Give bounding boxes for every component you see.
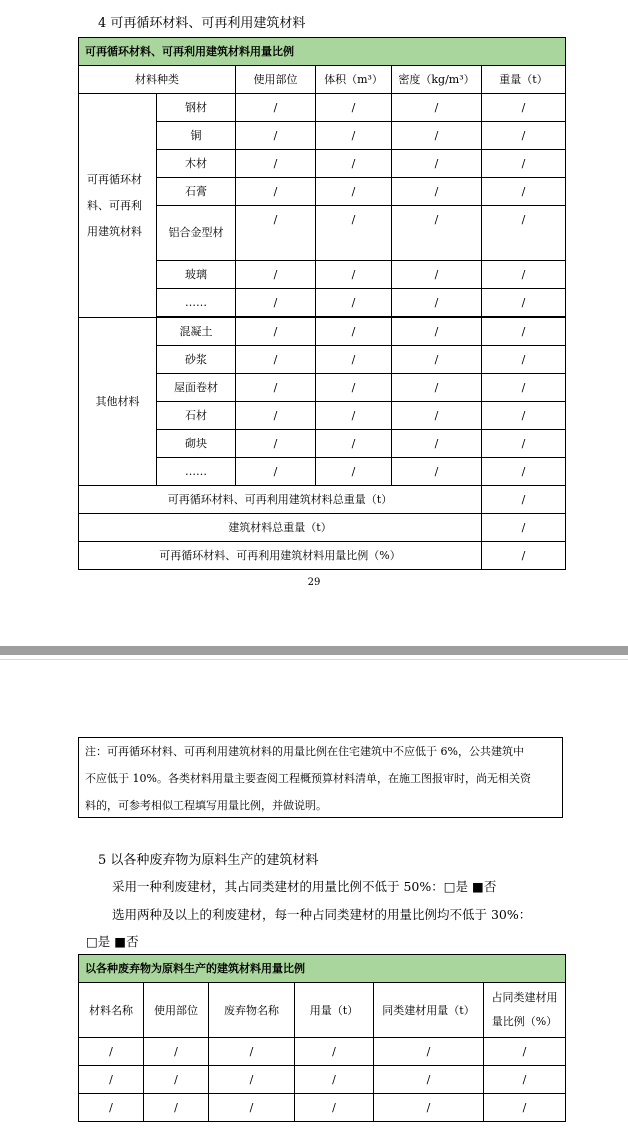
data-cell: / — [236, 318, 316, 346]
material-cell: 铝合金型材 — [157, 206, 236, 261]
note-line: 注：可再循环材料、可再利用建筑材料的用量比例在住宅建筑中不应低于 6%，公共建筑中 — [85, 745, 524, 758]
page-number: 29 — [307, 577, 321, 588]
data-cell: / — [236, 206, 316, 261]
table-title: 可再循环材料、可再利用建筑材料用量比例 — [79, 38, 566, 66]
data-cell: / — [482, 430, 566, 458]
group-label-recyclable: 可再循环材料、可再利用建筑材料 — [79, 94, 157, 318]
data-cell: / — [316, 458, 392, 486]
data-cell: / — [295, 1038, 374, 1066]
summary-total-weight-label: 建筑材料总重量（t） — [79, 514, 482, 542]
header-amount: 用量（t） — [295, 983, 374, 1038]
data-cell: / — [316, 374, 392, 402]
data-cell: / — [374, 1066, 484, 1094]
header-location: 使用部位 — [236, 66, 316, 94]
material-cell: …… — [157, 289, 236, 317]
section-heading-4: 4 可再循环材料、可再利用建筑材料 — [98, 16, 306, 31]
data-cell: / — [209, 1038, 295, 1066]
header-material-name: 材料名称 — [79, 983, 144, 1038]
data-cell: / — [392, 122, 482, 150]
material-cell: 玻璃 — [157, 261, 236, 289]
data-cell: / — [392, 150, 482, 178]
page-separator-line — [0, 659, 628, 660]
data-cell: / — [236, 122, 316, 150]
page-separator — [0, 646, 628, 655]
data-cell: / — [316, 94, 392, 122]
data-cell: / — [392, 346, 482, 374]
data-cell: / — [316, 402, 392, 430]
data-cell: / — [392, 430, 482, 458]
data-cell: / — [316, 346, 392, 374]
data-cell: / — [482, 178, 566, 206]
data-cell: / — [392, 94, 482, 122]
note-line: 料的，可参考相似工程填写用量比例，并做说明。 — [85, 799, 327, 812]
summary-ratio-label: 可再循环材料、可再利用建筑材料用量比例（%） — [79, 542, 482, 570]
data-cell: / — [484, 1066, 566, 1094]
data-cell: / — [484, 1038, 566, 1066]
data-cell: / — [144, 1094, 209, 1122]
summary-value: / — [482, 514, 566, 542]
data-cell: / — [392, 261, 482, 289]
data-cell: / — [236, 289, 316, 317]
data-cell: / — [144, 1038, 209, 1066]
data-cell: / — [482, 374, 566, 402]
material-cell: 砂浆 — [157, 346, 236, 374]
data-cell: / — [392, 458, 482, 486]
data-cell: / — [79, 1038, 144, 1066]
data-cell: / — [482, 206, 566, 261]
header-weight: 重量（t） — [482, 66, 566, 94]
data-cell: / — [295, 1066, 374, 1094]
data-cell: / — [316, 206, 392, 261]
data-cell: / — [484, 1094, 566, 1122]
data-cell: / — [392, 206, 482, 261]
material-cell: 石材 — [157, 402, 236, 430]
data-cell: / — [316, 122, 392, 150]
data-cell: / — [144, 1066, 209, 1094]
data-cell: / — [392, 402, 482, 430]
section-heading-5: 5 以各种废弃物为原料生产的建筑材料 — [98, 853, 319, 868]
data-cell: / — [236, 261, 316, 289]
data-cell: / — [316, 150, 392, 178]
data-cell: / — [482, 94, 566, 122]
data-cell: / — [79, 1094, 144, 1122]
paragraph-multiple-waste-materials: 选用两种及以上的利废建材，每一种占同类建材的用量比例均不低于 30%： — [112, 907, 532, 922]
waste-materials-table — [78, 954, 566, 1122]
data-cell: / — [392, 289, 482, 317]
data-cell: / — [316, 430, 392, 458]
header-waste-name: 废弃物名称 — [209, 983, 295, 1038]
data-cell: / — [236, 150, 316, 178]
data-cell: / — [236, 374, 316, 402]
data-cell: / — [236, 458, 316, 486]
data-cell: / — [209, 1066, 295, 1094]
data-cell: / — [316, 318, 392, 346]
data-cell: / — [236, 430, 316, 458]
data-cell: / — [316, 289, 392, 317]
data-cell: / — [236, 402, 316, 430]
data-cell: / — [236, 178, 316, 206]
data-cell: / — [79, 1066, 144, 1094]
material-cell: 混凝土 — [157, 318, 236, 346]
material-cell: 石膏 — [157, 178, 236, 206]
header-location: 使用部位 — [144, 983, 209, 1038]
note-line: 不应低于 10%。各类材料用量主要查阅工程概预算材料清单，在施工图报审时，尚无相关资 — [85, 772, 531, 785]
material-cell: 砌块 — [157, 430, 236, 458]
data-cell: / — [482, 402, 566, 430]
data-cell: / — [482, 122, 566, 150]
material-cell: 屋面卷材 — [157, 374, 236, 402]
summary-recycled-weight-label: 可再循环材料、可再利用建筑材料总重量（t） — [79, 486, 482, 514]
data-cell: / — [236, 346, 316, 374]
material-cell: …… — [157, 458, 236, 486]
data-cell: / — [209, 1094, 295, 1122]
data-cell: / — [392, 178, 482, 206]
data-cell: / — [482, 150, 566, 178]
data-cell: / — [316, 261, 392, 289]
data-cell: / — [316, 178, 392, 206]
header-volume: 体积（m³） — [316, 66, 392, 94]
material-cell: 铜 — [157, 122, 236, 150]
data-cell: / — [374, 1094, 484, 1122]
data-cell: / — [482, 458, 566, 486]
data-cell: / — [392, 374, 482, 402]
paragraph-multiple-waste-options: □是 ■否 — [86, 934, 139, 949]
material-cell: 钢材 — [157, 94, 236, 122]
header-density: 密度（kg/m³） — [392, 66, 482, 94]
recycled-materials-table — [78, 37, 566, 570]
data-cell: / — [482, 318, 566, 346]
header-ratio: 占同类建材用量比例（%） — [484, 983, 566, 1038]
data-cell: / — [482, 261, 566, 289]
material-cell: 木材 — [157, 150, 236, 178]
data-cell: / — [295, 1094, 374, 1122]
summary-value: / — [482, 542, 566, 570]
paragraph-single-waste-material: 采用一种利废建材，其占同类建材的用量比例不低于 50%：□是 ■否 — [112, 879, 497, 894]
header-material-type: 材料种类 — [79, 66, 236, 94]
summary-value: / — [482, 486, 566, 514]
table-title: 以各种废弃物为原料生产的建筑材料用量比例 — [79, 955, 566, 983]
data-cell: / — [236, 94, 316, 122]
data-cell: / — [482, 346, 566, 374]
data-cell: / — [482, 289, 566, 317]
header-same-type-amount: 同类建材用量（t） — [374, 983, 484, 1038]
data-cell: / — [392, 318, 482, 346]
note-box — [78, 737, 563, 818]
data-cell: / — [374, 1038, 484, 1066]
group-label-other: 其他材料 — [79, 318, 157, 486]
